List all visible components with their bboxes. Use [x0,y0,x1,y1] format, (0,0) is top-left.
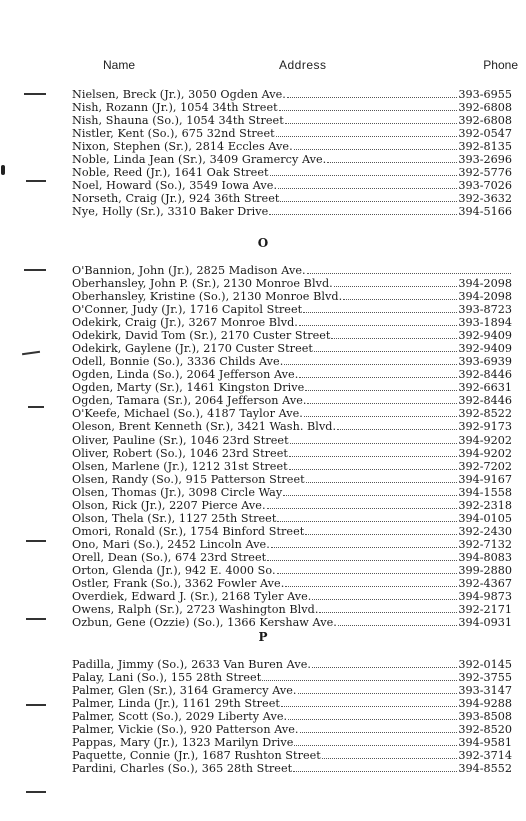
directory-entry [72,179,512,192]
entry-phone: 394-9167 [458,472,512,486]
directory-entry [72,205,512,218]
dot-leader [322,749,458,759]
column-header [0,58,526,74]
entry-name-address: Palmer, Glen (Sr.), 3164 Gramercy Ave. [72,684,297,698]
directory-entry [72,114,512,127]
entry-phone: 393-7026 [458,179,512,193]
dot-leader [303,303,457,313]
directory-entry [72,277,512,290]
dot-leader [327,153,457,163]
entry-phone: 392-6808 [458,101,512,115]
directory-entry [72,101,512,114]
entry-name-address: Olsen, Randy (So.), 915 Patterson Street [72,472,305,486]
margin-pen-mark [26,704,46,706]
entry-phone: 392-7202 [458,459,512,473]
directory-entry [72,420,512,433]
entry-phone: 393-3147 [458,684,512,698]
dot-leader [284,355,457,365]
entry-name-address: Ogden, Tamara (Sr.), 2064 Jefferson Ave. [72,394,307,408]
dot-leader [300,723,458,733]
entry-phone: 394-1558 [458,485,512,499]
dot-leader [269,205,457,215]
entry-phone: 392-9409 [458,329,512,343]
entry-phone: 394-0105 [458,511,512,525]
directory-entry [72,342,512,355]
directory-entry [72,564,512,577]
dot-leader [277,564,458,574]
margin-pen-mark [24,93,46,95]
dot-leader [271,538,458,548]
dot-leader [305,381,457,391]
directory-entry [72,407,512,420]
entry-name-address: Noel, Howard (So.), 3549 Iowa Ave. [72,179,278,193]
directory-entry [72,447,512,460]
dot-leader [283,486,457,496]
column-address-label: Address [279,58,327,72]
directory-entry [72,368,512,381]
directory-entry [72,127,512,140]
dot-leader [267,551,457,561]
dot-leader [305,525,457,535]
dot-leader [293,762,457,772]
dot-leader [314,342,457,352]
entry-name-address: Oliver, Pauline (Sr.), 1046 23rd Street [72,433,289,447]
entry-name-address: Palmer, Scott (So.), 2029 Liberty Ave. [72,710,288,724]
directory-entry [72,434,512,447]
directory-entry [72,603,512,616]
directory-entry [72,723,512,736]
dot-leader [288,710,457,720]
entry-phone: 392-0145 [458,658,512,671]
dot-leader [278,179,457,189]
entry-phone: 394-9581 [458,736,512,750]
entry-phone: 394-9202 [458,433,512,447]
entry-name-address: Palmer, Vickie (So.), 920 Patterson Ave. [72,723,299,737]
entry-phone: 394-8552 [458,762,512,776]
entry-name-address: Odekirk, David Tom (Sr.), 2170 Custer Street [72,329,331,343]
directory-entry [72,381,512,394]
directory-entry [72,316,512,329]
entry-name-address: Ogden, Marty (Sr.), 1461 Kingston Drive [72,381,305,395]
directory-entry [72,710,512,723]
entry-name-address: Noble, Linda Jean (Sr.), 3409 Gramercy Ave. [72,153,327,167]
dot-leader [343,290,457,300]
dot-leader [299,316,457,326]
margin-pen-mark [28,406,44,408]
entry-name-address: Norseth, Craig (Jr.), 924 36th Street [72,192,280,206]
entry-name-address: Orell, Dean (So.), 674 23rd Street [72,550,267,564]
entry-phone: 392-3714 [458,749,512,763]
directory-entry [72,303,512,316]
margin-smudge [1,165,5,175]
dot-leader [290,434,458,444]
dot-leader [319,603,457,613]
entry-phone: 394-5166 [458,205,512,219]
directory-entry [72,525,512,538]
entry-name-address: Nielsen, Breck (Jr.), 3050 Ogden Ave. [72,88,286,101]
margin-pen-mark [26,791,46,793]
entry-name-address: Palay, Lani (So.), 155 28th Street [72,671,262,685]
margin-pen-mark [26,618,46,620]
entry-name-address: Omori, Ronald (Sr.), 1754 Binford Street [72,524,305,538]
directory-entry [72,394,512,407]
entry-phone: 392-4367 [458,576,512,590]
directory-entry [72,551,512,564]
dot-leader [312,590,457,600]
section-letter: O [257,236,269,250]
directory-entry [72,460,512,473]
entry-name-address: Noble, Reed (Jr.), 1641 Oak Street [72,166,269,180]
entry-name-address: Overdiek, Edward J. (Sr.), 2168 Tyler Ave. [72,590,312,603]
directory-entry [72,140,512,153]
entry-phone: 394-2098 [458,290,512,304]
entry-name-address: Olson, Rick (Jr.), 2207 Pierce Ave. [72,498,266,512]
entry-phone: 394-9873 [458,590,512,603]
entry-name-address: Olson, Thela (Sr.), 1127 25th Street [72,511,277,525]
entry-name-address: Nish, Rozann (Jr.), 1054 34th Street [72,101,278,115]
entry-phone: 392-3632 [458,192,512,206]
directory-entry [72,88,512,101]
dot-leader [289,447,457,457]
column-phone-label: Phone [483,58,518,72]
entry-name-address: Owens, Ralph (Sr.), 2723 Washington Blvd. [72,603,319,617]
entry-phone: 394-9288 [458,697,512,711]
entry-name-address: O'Conner, Judy (Jr.), 1716 Capitol Street [72,303,303,317]
entry-phone: 394-8083 [458,550,512,564]
dot-leader [338,616,458,626]
dot-leader [277,512,457,522]
entry-name-address: Odell, Bonnie (So.), 3336 Childs Ave. [72,355,284,369]
dot-leader [267,499,458,509]
entry-name-address: Orton, Glenda (Jr.), 942 E. 4000 So. [72,563,276,577]
dot-leader [304,407,457,417]
entry-name-address: Nistler, Kent (So.), 675 32nd Street [72,127,275,141]
entry-name-address: Padilla, Jimmy (So.), 2633 Van Buren Ave. [72,658,311,671]
directory-entry [72,749,512,762]
entry-name-address: Pappas, Mary (Jr.), 1323 Marilyn Drive [72,736,294,750]
dot-leader [285,577,457,587]
dot-leader [337,420,457,430]
directory-entry [72,658,512,671]
dot-leader [298,684,458,694]
margin-pen-mark [24,269,46,271]
directory-entry [72,473,512,486]
entry-name-address: Olsen, Marlene (Jr.), 1212 31st Street [72,459,288,473]
margin-pen-mark [26,180,46,182]
entry-phone: 392-5776 [458,166,512,180]
entry-phone: 392-8446 [458,394,512,408]
entry-name-address: Oberhansley, Kristine (So.), 2130 Monroe Blvd. [72,290,343,304]
entry-phone: 392-8446 [458,368,512,382]
entry-phone: 393-8723 [458,303,512,317]
entry-phone: 392-6631 [458,381,512,395]
entry-name-address: O'Keefe, Michael (So.), 4187 Taylor Ave. [72,407,303,421]
entry-phone: 393-6939 [458,355,512,369]
entry-phone: 393-6955 [458,88,512,101]
entry-name-address: Paquette, Connie (Jr.), 1687 Rushton Street [72,749,321,763]
column-name-label: Name [103,58,136,72]
margin-pen-mark [26,540,46,542]
entry-name-address: Nixon, Stephen (Sr.), 2814 Eccles Ave. [72,140,293,154]
entry-name-address: Nye, Holly (Sr.), 3310 Baker Drive [72,205,269,219]
entry-phone: 394-0931 [458,616,512,630]
dot-leader [262,671,457,681]
entry-name-address: Ozbun, Gene (Ozzie) (So.), 1366 Kershaw Ave. [72,616,337,630]
entry-name-address: Oberhansley, John P. (Sr.), 2130 Monroe Blvd. [72,277,333,291]
entry-phone: 392-0547 [458,127,512,141]
dot-leader [331,329,457,339]
dot-leader [280,192,457,202]
entry-name-address: Ostler, Frank (So.), 3362 Fowler Ave. [72,576,285,590]
dot-leader [312,658,457,668]
entry-phone: 392-8520 [458,723,512,737]
entry-name-address: Nish, Shauna (So.), 1054 34th Street [72,114,284,128]
entry-phone: 392-9409 [458,342,512,356]
entry-phone: 392-3755 [458,671,512,685]
entry-name-address: Oleson, Brent Kenneth (Sr.), 3421 Wash. Blvd. [72,420,337,434]
directory-entry [72,499,512,512]
directory-entry [72,577,512,590]
entry-name-address: Olsen, Thomas (Jr.), 3098 Circle Way [72,485,283,499]
directory-entry [72,762,512,775]
dot-leader [307,264,511,274]
directory-entry [72,512,512,525]
entry-phone: 392-2430 [458,524,512,538]
directory-entry [72,329,512,342]
directory-entry [72,192,512,205]
directory-entry [72,264,512,277]
entry-name-address: Ono, Mari (So.), 2452 Lincoln Ave. [72,537,270,551]
dot-leader [294,736,457,746]
entry-phone: 393-1894 [458,316,512,330]
entry-phone: 392-6808 [458,114,512,128]
directory-entry [72,290,512,303]
entry-name-address: Ogden, Linda (So.), 2064 Jefferson Ave. [72,368,299,382]
entry-phone: 392-9173 [458,420,512,434]
dot-leader [307,394,457,404]
entry-name-address: Palmer, Linda (Jr.), 1161 29th Street [72,697,280,711]
dot-leader [281,697,457,707]
dot-leader [279,101,458,111]
directory-entry [72,590,512,603]
entry-name-address: Oliver, Robert (So.), 1046 23rd Street [72,446,288,460]
section-letter: P [258,630,268,644]
directory-entry [72,153,512,166]
dot-leader [276,127,458,137]
dot-leader [294,140,458,150]
directory-entry [72,166,512,179]
directory-entry [72,616,512,629]
entry-name-address: O'Bannion, John (Jr.), 2825 Madison Ave. [72,264,306,277]
entry-phone: 394-9202 [458,446,512,460]
entry-phone: 392-8135 [458,140,512,154]
directory-entry [72,538,512,551]
dot-leader [289,460,458,470]
dot-leader [299,368,457,378]
directory-entry [72,671,512,684]
entry-phone: 399-2880 [458,563,512,577]
entry-phone: 393-2696 [458,153,512,167]
dot-leader [306,473,458,483]
dot-leader [270,166,458,176]
entry-phone: 392-2318 [458,498,512,512]
directory-entry [72,486,512,499]
entry-phone: 392-7132 [458,537,512,551]
directory-entry [72,736,512,749]
dot-leader [334,277,458,287]
entry-name-address: Odekirk, Craig (Jr.), 3267 Monroe Blvd. [72,316,298,330]
directory-entry [72,684,512,697]
entry-name-address: Pardini, Charles (So.), 365 28th Street [72,762,293,776]
margin-pen-mark [22,351,40,355]
entry-phone: 393-8508 [458,710,512,724]
entry-phone: 394-2098 [458,277,512,291]
entry-name-address: Odekirk, Gaylene (Jr.), 2170 Custer Street [72,342,313,356]
entry-phone: 392-2171 [458,603,512,617]
dot-leader [285,114,458,124]
directory-entry [72,697,512,710]
dot-leader [287,88,457,98]
entry-phone: 392-8522 [458,407,512,421]
directory-entry [72,355,512,368]
